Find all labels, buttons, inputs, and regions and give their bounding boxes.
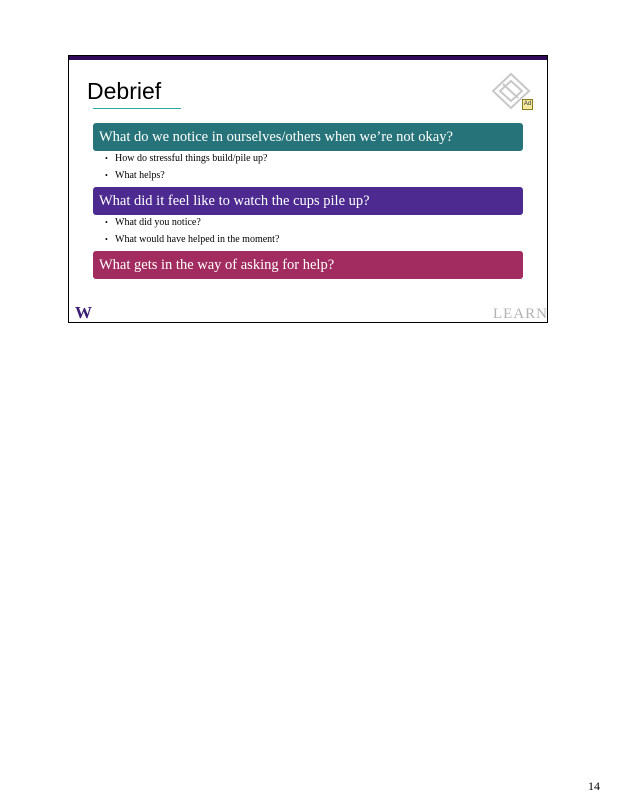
bullet-dot-icon: • bbox=[105, 171, 108, 180]
learn-label: LEARN bbox=[493, 306, 548, 322]
bullet-dot-icon: • bbox=[105, 235, 108, 244]
bullet-text: What would have helped in the moment? bbox=[115, 234, 280, 245]
bullet-text: What helps? bbox=[115, 170, 165, 181]
title-underline bbox=[93, 108, 181, 109]
bullet-text: What did you notice? bbox=[115, 217, 201, 228]
slide-top-bar bbox=[69, 56, 547, 60]
bullet-list-2 bbox=[105, 214, 279, 248]
list-item bbox=[105, 167, 268, 184]
uw-logo: W bbox=[75, 303, 91, 322]
bullet-list-1 bbox=[105, 150, 268, 184]
ad-badge: Ad bbox=[522, 99, 533, 110]
bullet-text: How do stressful things build/pile up? bbox=[115, 153, 268, 164]
section-heading-1: What do we notice in ourselves/others when we’re not okay? bbox=[93, 123, 523, 151]
slide bbox=[68, 55, 548, 323]
page-number: 14 bbox=[588, 779, 600, 793]
list-item bbox=[105, 214, 279, 231]
bullet-dot-icon: • bbox=[105, 218, 108, 227]
list-item bbox=[105, 150, 268, 167]
slide-title: Debrief bbox=[87, 78, 162, 104]
list-item bbox=[105, 231, 279, 248]
section-heading-3: What gets in the way of asking for help? bbox=[93, 251, 523, 279]
section-heading-2: What did it feel like to watch the cups pile up? bbox=[93, 187, 523, 215]
bullet-dot-icon: • bbox=[105, 154, 108, 163]
